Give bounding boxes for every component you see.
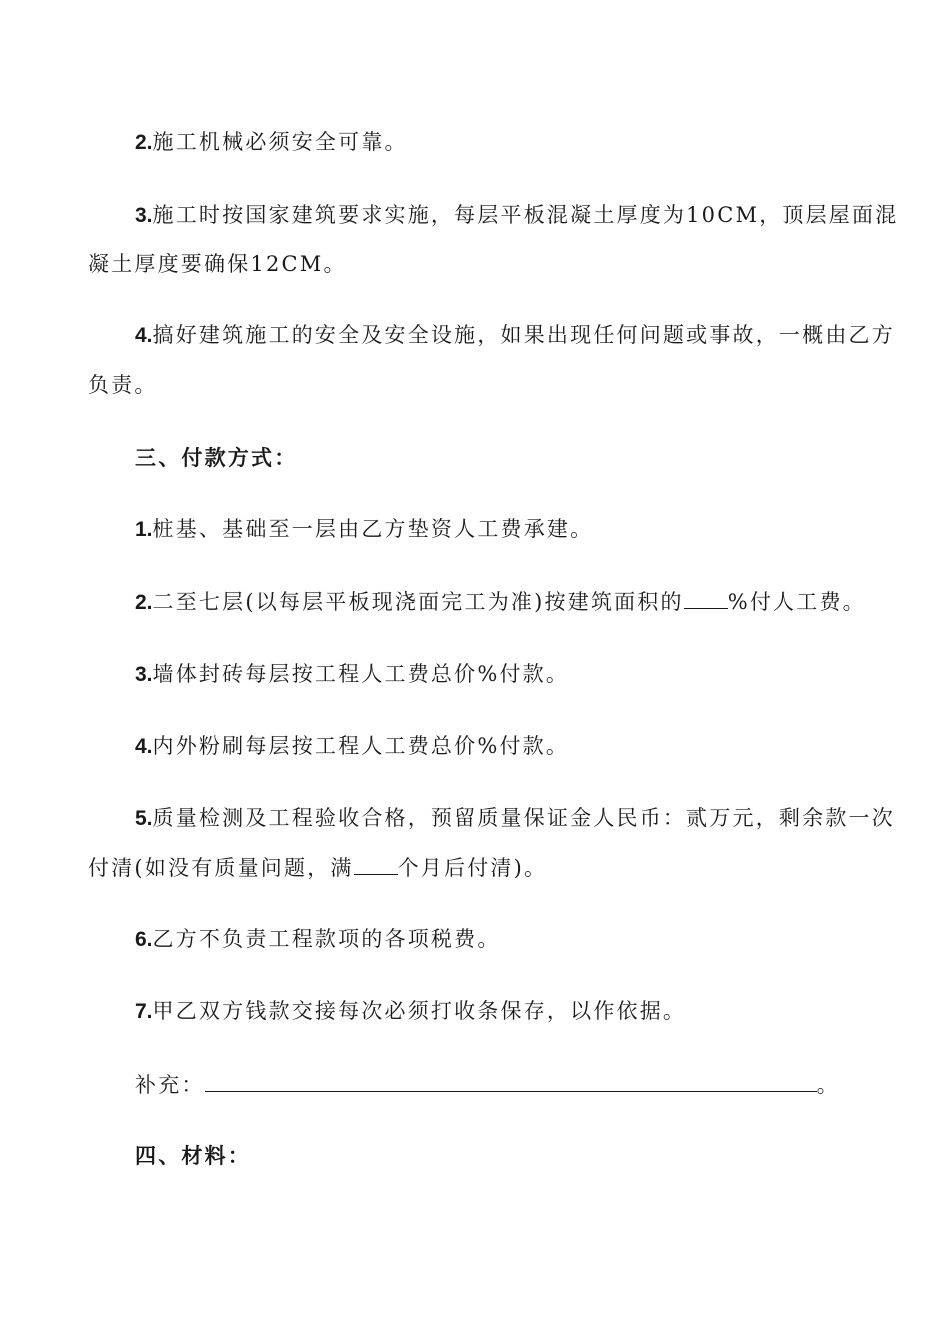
payment-item-4 bbox=[135, 731, 569, 762]
clause-3-line2: 凝土厚度要确保12CM。 bbox=[88, 252, 347, 276]
item-text: 乙方不负责工程款项的各项税费。 bbox=[152, 927, 501, 951]
payment-item-3 bbox=[135, 659, 569, 690]
item-number: 1. bbox=[135, 518, 153, 541]
item-number: 7. bbox=[135, 1000, 153, 1023]
clause-text: 搞好建筑施工的安全及安全设施，如果出现任何问题或事故，一概由乙方 bbox=[152, 323, 895, 347]
item-number: 4. bbox=[135, 735, 153, 758]
payment-item-7 bbox=[135, 996, 686, 1027]
item-text: 墙体封砖每层按工程人工费总价%付款。 bbox=[152, 662, 570, 686]
item-text-after: %付人工费。 bbox=[727, 590, 866, 614]
item-text: 桩基、基础至一层由乙方垫资人工费承建。 bbox=[152, 517, 594, 541]
supplement-line bbox=[135, 1069, 840, 1100]
clause-number: 2. bbox=[135, 131, 153, 154]
item-text: 质量检测及工程验收合格，预留质量保证金人民币：贰万元，剩余款一次 bbox=[152, 806, 895, 830]
item-text: 内外粉刷每层按工程人工费总价%付款。 bbox=[152, 734, 570, 758]
clause-text: 施工机械必须安全可靠。 bbox=[152, 130, 408, 154]
item-text: 二至七层(以每层平板现浇面完工为准)按建筑面积的 bbox=[152, 590, 684, 614]
payment-item-1 bbox=[135, 514, 593, 545]
clause-3-line1 bbox=[135, 200, 898, 231]
item-number: 5. bbox=[135, 807, 153, 830]
clause-2-machinery bbox=[135, 127, 408, 158]
supplement-label: 补充： bbox=[135, 1073, 205, 1097]
item-number: 6. bbox=[135, 928, 153, 951]
item-text-after: 个月后付清)。 bbox=[397, 856, 548, 880]
clause-number: 3. bbox=[135, 204, 153, 227]
payment-item-5-line2 bbox=[88, 852, 547, 883]
payment-item-2 bbox=[135, 586, 866, 618]
section-3-heading: 三、付款方式： bbox=[135, 445, 298, 470]
payment-item-6 bbox=[135, 924, 501, 955]
supplement-end: 。 bbox=[816, 1073, 840, 1097]
fill-in-blank[interactable] bbox=[354, 852, 398, 875]
clause-4-line1 bbox=[135, 320, 895, 351]
item-number: 3. bbox=[135, 663, 153, 686]
clause-text: 施工时按国家建筑要求实施，每层平板混凝土厚度为10CM，顶层屋面混 bbox=[152, 203, 899, 227]
supplement-blank[interactable] bbox=[205, 1069, 817, 1092]
fill-in-blank[interactable] bbox=[684, 586, 728, 609]
section-4-heading: 四、材料： bbox=[135, 1143, 251, 1168]
payment-item-5-line1 bbox=[135, 803, 895, 834]
item-text: 甲乙双方钱款交接每次必须打收条保存，以作依据。 bbox=[152, 999, 687, 1023]
item-number: 2. bbox=[135, 591, 153, 614]
clause-4-line2: 负责。 bbox=[88, 373, 158, 397]
clause-number: 4. bbox=[135, 324, 153, 347]
item-text: 付清(如没有质量问题，满 bbox=[88, 856, 354, 880]
